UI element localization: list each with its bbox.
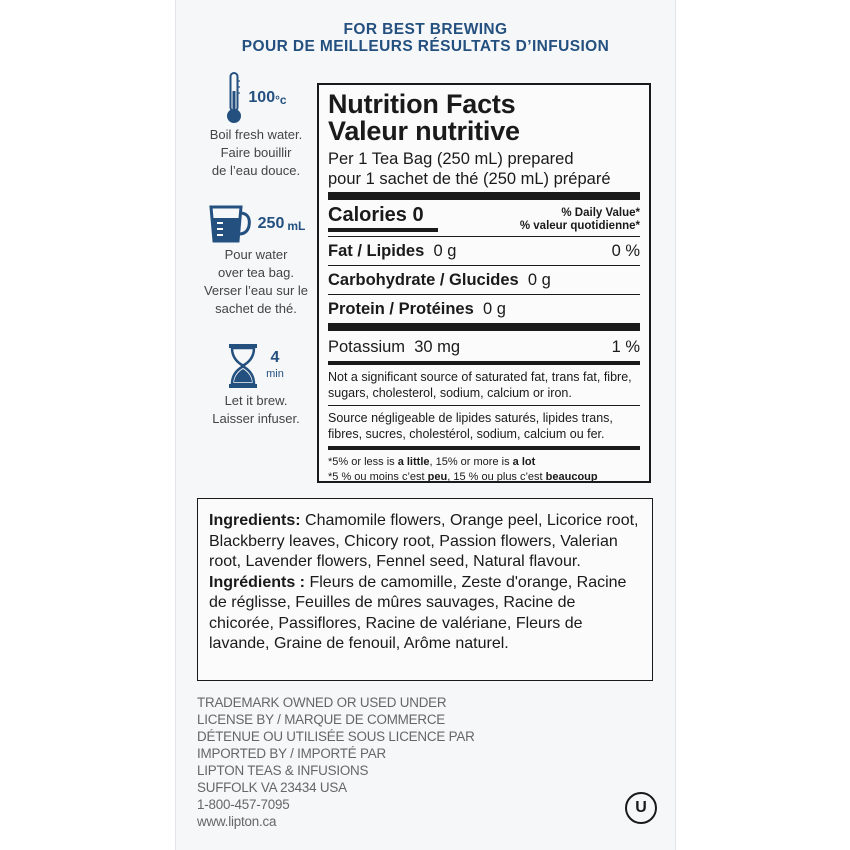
brew-step-volume [197, 202, 315, 318]
legal-line: TRADEMARK OWNED OR USED UNDER [197, 695, 447, 710]
not-significant-en: Not a significant source of saturated fat, trans fat, fibre, sugars, cholesterol, sodium, calcium or iron. [328, 370, 632, 400]
footnote-en: *5% or less is a little, 15% or more is a lot [328, 456, 536, 468]
ingredients-box [197, 498, 653, 681]
divider [328, 323, 640, 331]
brewing-header-fr: POUR DE MEILLEURS RÉSULTATS D’INFUSION [241, 38, 610, 55]
time-value: 4 [270, 349, 280, 366]
daily-value-en: % Daily Value* [561, 207, 640, 219]
step-text: over tea bag. [218, 265, 294, 280]
footnote-fr: *5 % ou moins c’est peu, 15 % ou plus c’est beaucoup [328, 471, 598, 483]
not-significant-fr: Source négligeable de lipides saturés, lipides trans, fibres, sucres, cholestérol, sodium, calcium ou fer. [328, 411, 613, 441]
carbohydrate-label: Carbohydrate / Glucides [328, 271, 519, 289]
step-text: Laisser infuser. [212, 411, 300, 426]
temperature-value: 100 [248, 89, 276, 106]
step-text: Faire bouillir [220, 145, 292, 160]
carbohydrate-row [328, 266, 640, 294]
legal-text [197, 694, 475, 830]
potassium-row [328, 331, 640, 361]
legal-line: 1-800-457-7095 [197, 797, 290, 812]
legal-line: LIPTON TEAS & INFUSIONS [197, 763, 369, 778]
fat-row [328, 237, 640, 265]
volume-value: 250 [257, 215, 285, 232]
protein-label: Protein / Protéines [328, 300, 474, 318]
protein-amount: 0 g [482, 300, 506, 318]
legal-line: www.lipton.ca [197, 814, 277, 829]
fat-amount: 0 g [433, 242, 457, 260]
legal-line: SUFFOLK VA 23434 USA [197, 780, 347, 795]
step-text: Verser l’eau sur le [203, 283, 309, 298]
thermometer-icon [225, 71, 243, 125]
serving-size-fr: pour 1 sachet de thé (250 mL) préparé [328, 170, 611, 188]
ingredients-en: Ingredients: Chamomile flowers, Orange peel, Licorice root, Blackberry leaves, Chicory root, Passion flowers, Valerian root, Lavender flowers, Fennel seed, Natural flavour. [209, 512, 639, 570]
step-text: de l’eau douce. [211, 163, 301, 178]
nutrition-facts-table [317, 83, 651, 483]
calories-label: Calories 0 [328, 204, 438, 232]
legal-line: IMPORTED BY / IMPORTÉ PAR [197, 746, 386, 761]
brewing-header-en: FOR BEST BREWING [343, 21, 508, 38]
brew-step-time [197, 340, 315, 428]
nutrition-title-en: Nutrition Facts [328, 89, 516, 119]
measuring-cup-icon [207, 204, 253, 244]
nutrition-title-fr: Valeur nutritive [328, 116, 520, 146]
calories-row [328, 200, 640, 236]
fat-label: Fat / Lipides [328, 242, 425, 260]
daily-value-header [520, 204, 640, 233]
daily-value-fr: % valeur quotidienne* [519, 220, 640, 232]
step-text: Pour water [224, 247, 288, 262]
package-panel [175, 0, 676, 850]
step-text: Let it brew. [224, 393, 288, 408]
fat-dv: 0 % [611, 242, 640, 260]
time-unit: min [266, 368, 284, 380]
step-text: Boil fresh water. [209, 127, 303, 142]
potassium-amount: 30 mg [414, 338, 461, 356]
legal-line: DÉTENUE OU UTILISÉE SOUS LICENCE PAR [197, 729, 475, 744]
temperature-unit: °c [275, 93, 287, 107]
step-text: sachet de thé. [215, 301, 297, 316]
potassium-label: Potassium [328, 338, 406, 356]
divider [328, 192, 640, 200]
carbohydrate-amount: 0 g [527, 271, 551, 289]
kosher-symbol-icon: U [625, 792, 657, 824]
protein-row [328, 295, 640, 323]
serving-size-en: Per 1 Tea Bag (250 mL) prepared [328, 150, 574, 168]
potassium-dv: 1 % [611, 338, 640, 356]
brew-step-temperature [197, 70, 315, 180]
legal-line: LICENSE BY / MARQUE DE COMMERCE [197, 712, 446, 727]
volume-unit: mL [287, 218, 306, 233]
hourglass-icon [228, 343, 258, 389]
ingredients-fr: Ingrédients : Fleurs de camomille, Zeste d'orange, Racine de réglisse, Feuilles de mûres sauvages, Racine de chicorée, Passiflores, Racine de valériane, Fleurs de lavande, Graine de fenouil, Arôme naturel. [209, 573, 627, 652]
